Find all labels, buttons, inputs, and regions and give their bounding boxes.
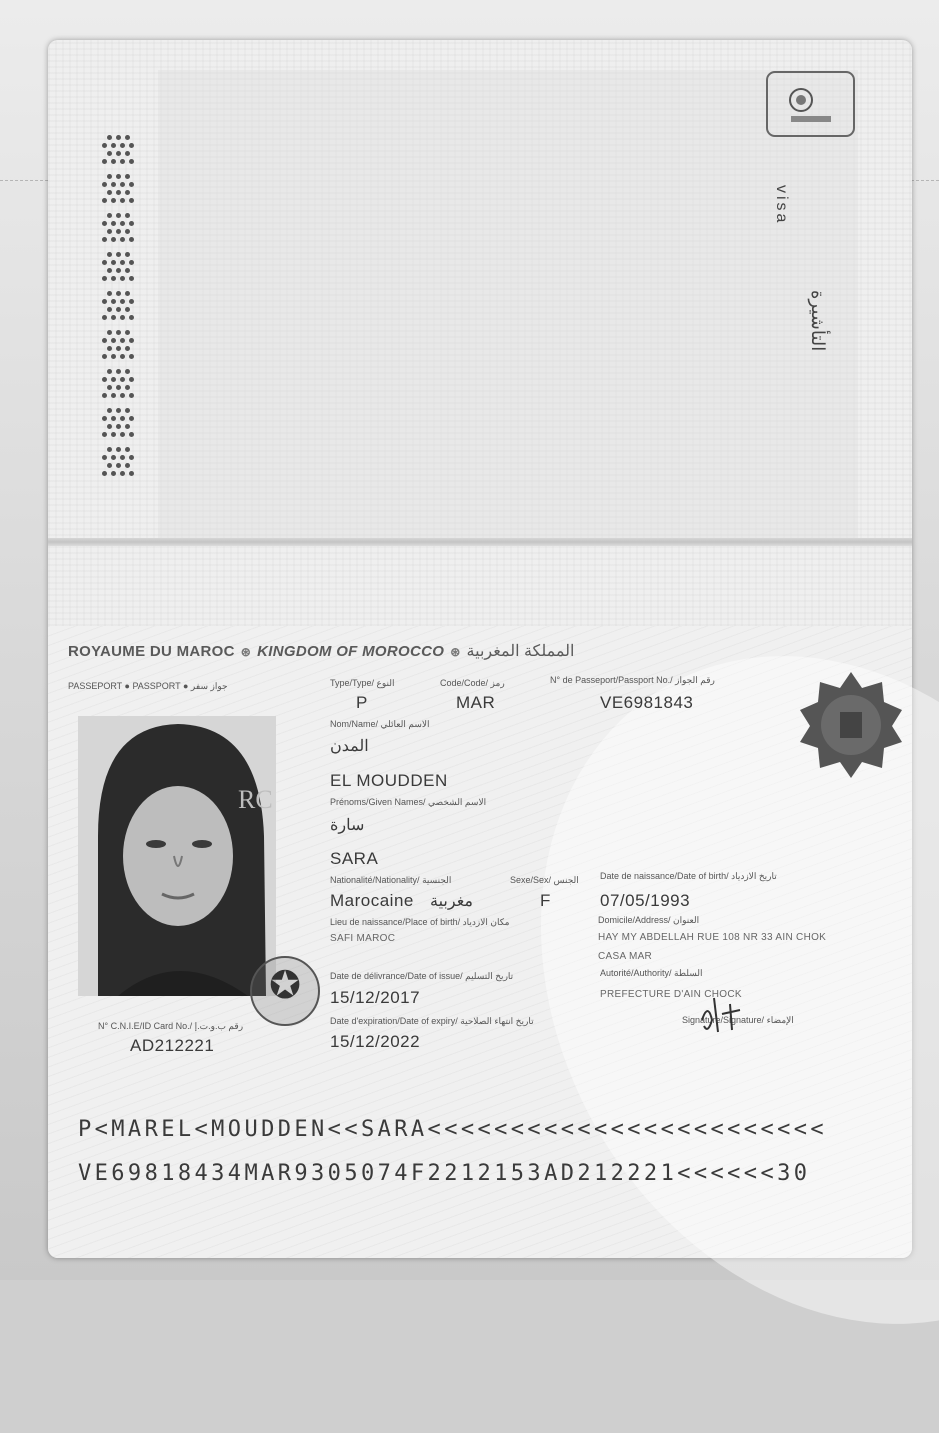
perforation-dot: [120, 338, 125, 343]
perforation-dot: [111, 260, 116, 265]
header-ar: المملكة المغربية: [466, 643, 575, 660]
perforation-dot: [111, 393, 116, 398]
perforation-dot: [107, 346, 112, 351]
perforation-row: [88, 276, 148, 281]
perforation-dot: [102, 377, 107, 382]
perforation-dot: [120, 416, 125, 421]
perforation-dot: [116, 190, 121, 195]
perforation-dot: [125, 330, 130, 335]
perforation-row: [88, 252, 148, 257]
perforation-dot: [111, 276, 116, 281]
visa-panel: [158, 70, 858, 540]
perforation-dot: [129, 416, 134, 421]
surname-ar-value: المدن: [330, 738, 369, 755]
perforation-row: [88, 385, 148, 390]
separator-icon: ⊛: [450, 645, 461, 659]
perforation-dot: [116, 330, 121, 335]
perforation-dot: [120, 182, 125, 187]
dob-label: Date de naissance/Date of birth/ تاريخ الازدياد: [600, 871, 777, 881]
perforation-dot: [125, 135, 130, 140]
perforation-row: [88, 190, 148, 195]
perforation-dot: [125, 307, 130, 312]
perforation-dot: [107, 229, 112, 234]
perforation-dot: [120, 276, 125, 281]
perforation-dot: [129, 159, 134, 164]
perforation-dot: [116, 463, 121, 468]
perforation-dot: [102, 276, 107, 281]
perforation-row: [88, 135, 148, 140]
perforation-dot: [129, 237, 134, 242]
perforation-dot: [107, 369, 112, 374]
dob-value: 07/05/1993: [600, 891, 691, 910]
perforation-dot: [107, 385, 112, 390]
cnie-label: N° C.N.I.E/ID Card No./ رقم ب.و.ت.إ: [98, 1021, 244, 1031]
perforation-dot: [116, 424, 121, 429]
crown-emblem-icon: [763, 68, 858, 140]
perforation-dot: [116, 307, 121, 312]
perforation-row: [88, 143, 148, 148]
authority-value: PREFECTURE D'AIN CHOCK: [600, 989, 742, 1000]
perforation-dot: [125, 229, 130, 234]
signature-label: Signature/Signature/ الإمضاء: [682, 1015, 794, 1025]
perforation-dot: [120, 299, 125, 304]
perforation-dot: [107, 190, 112, 195]
perforation-dot: [129, 143, 134, 148]
perforation-dot: [120, 455, 125, 460]
perforation-dot: [116, 135, 121, 140]
mrz-line-2: VE69818434MAR9305074F2212153AD212221<<<<<<30: [78, 1161, 811, 1186]
perforation-dot: [111, 237, 116, 242]
visa-label-en: visa: [773, 185, 790, 226]
perforation-dot: [107, 307, 112, 312]
country-header: [68, 641, 575, 661]
perforation-dot: [111, 432, 116, 437]
perforation-dot: [102, 299, 107, 304]
surname-value: EL MOUDDEN: [330, 771, 448, 790]
perforation-dot: [120, 198, 125, 203]
perforation-dot: [111, 455, 116, 460]
given-names-label: Prénoms/Given Names/ الاسم الشخصي: [330, 797, 487, 807]
address-line2: CASA MAR: [598, 951, 653, 962]
holder-photo: [78, 716, 276, 996]
perforation-row: [88, 354, 148, 359]
perforation-dot: [120, 159, 125, 164]
perforation-dot: [107, 291, 112, 296]
perforation-row: [88, 315, 148, 320]
perforation-dot: [125, 385, 130, 390]
perforation-dot: [125, 463, 130, 468]
perforation-dot: [125, 369, 130, 374]
perforation-dot: [120, 221, 125, 226]
pob-value: SAFI MAROC: [330, 933, 396, 944]
perforation-row: [88, 229, 148, 234]
perforation-dot: [102, 471, 107, 476]
perforation-row: [88, 455, 148, 460]
perforation-row: [88, 213, 148, 218]
given-value: SARA: [330, 849, 379, 868]
perforation-dot: [116, 229, 121, 234]
perforation-row: [88, 198, 148, 203]
perforation-dot: [125, 213, 130, 218]
perforation-dot: [102, 159, 107, 164]
perforation-row: [88, 432, 148, 437]
page-fold: [48, 538, 912, 546]
sex-label: Sexe/Sex/ الجنس: [510, 875, 579, 885]
code-value: MAR: [456, 693, 496, 712]
perforation-dot: [120, 393, 125, 398]
perforation-dot: [116, 268, 121, 273]
perforation-row: [88, 471, 148, 476]
perforation-dot: [116, 447, 121, 452]
perforation-row: [88, 393, 148, 398]
visa-label-ar: التأشيرة: [808, 290, 828, 352]
surname-label: Nom/Name/ الاسم العائلي: [330, 719, 430, 729]
perforation-dot: [102, 315, 107, 320]
perforation-dot: [102, 198, 107, 203]
perforation-dot: [111, 198, 116, 203]
perforation-dot: [116, 213, 121, 218]
perforation-dot: [107, 330, 112, 335]
perforation-dot: [111, 338, 116, 343]
portrait-image: [78, 716, 276, 996]
perforation-row: [88, 377, 148, 382]
perforation-dot: [125, 252, 130, 257]
perforation-row: [88, 299, 148, 304]
perforation-dot: [111, 377, 116, 382]
perforation-row: [88, 174, 148, 179]
perforation-row: [88, 338, 148, 343]
perforation-dot: [125, 190, 130, 195]
security-seal-icon: [796, 670, 906, 780]
perforation-row: [88, 260, 148, 265]
perforation-dot: [102, 455, 107, 460]
perforation-dot: [129, 221, 134, 226]
perforation-dot: [129, 432, 134, 437]
perforation-row: [88, 447, 148, 452]
perforation-dot: [107, 447, 112, 452]
passport-no-value: VE6981843: [600, 693, 694, 712]
perforation-dot: [111, 354, 116, 359]
perforation-dot: [107, 151, 112, 156]
perforation-dot: [116, 151, 121, 156]
expiry-date-value: 15/12/2022: [330, 1032, 421, 1051]
perforation-row: [88, 424, 148, 429]
svg-text:RC: RC: [238, 785, 273, 814]
mrz-line-1: P<MAREL<MOUDDEN<<SARA<<<<<<<<<<<<<<<<<<<<<<<<: [78, 1117, 828, 1142]
passport-label: PASSEPORT ● PASSPORT ● جواز سفر: [68, 681, 228, 691]
perforation-dot: [116, 252, 121, 257]
perforation-dot: [120, 377, 125, 382]
perforation-dot: [120, 432, 125, 437]
perforation-dot: [107, 213, 112, 218]
perforation-dot: [129, 260, 134, 265]
perforation-dot: [125, 424, 130, 429]
perforation-dot: [129, 315, 134, 320]
given-ar-value: سارة: [330, 817, 365, 834]
perforation-row: [88, 416, 148, 421]
perforation-dot: [111, 416, 116, 421]
perforation-row: [88, 221, 148, 226]
perforation-dot: [102, 143, 107, 148]
perforation-row: [88, 346, 148, 351]
perforation-dot: [120, 471, 125, 476]
perforation-dot: [111, 471, 116, 476]
perforation-dot: [129, 198, 134, 203]
perforation-dot: [120, 143, 125, 148]
perforation-dot: [107, 424, 112, 429]
perforation-dot: [125, 346, 130, 351]
perforation-dot: [116, 291, 121, 296]
address-label: Domicile/Address/ العنوان: [598, 915, 700, 925]
perforation-dot: [102, 237, 107, 242]
perforation-dot: [111, 221, 116, 226]
perforation-dot: [129, 377, 134, 382]
perforation-dot: [120, 315, 125, 320]
perforation-dot: [125, 268, 130, 273]
perforation-dot: [120, 237, 125, 242]
perforation-dot: [129, 354, 134, 359]
perforation-dot: [116, 408, 121, 413]
header-en: KINGDOM OF MOROCCO: [257, 643, 445, 660]
passport-no-label: N° de Passeport/Passport No./ رقم الجواز: [550, 675, 715, 685]
perforation-dot: [116, 385, 121, 390]
expiry-date-label: Date d'expiration/Date of expiry/ تاريخ انتهاء الصلاحية: [330, 1016, 534, 1026]
perforation-row: [88, 463, 148, 468]
perforation-dot: [107, 408, 112, 413]
perforation-dot: [125, 408, 130, 413]
perforation-dot: [107, 463, 112, 468]
type-label: Type/Type/ النوع: [330, 678, 395, 688]
perforation-dot: [116, 174, 121, 179]
perforation-dot: [129, 276, 134, 281]
perforation-dot: [102, 338, 107, 343]
issue-date-label: Date de délivrance/Date of issue/ تاريخ التسليم: [330, 971, 514, 981]
perforation-dot: [125, 151, 130, 156]
address-line1: HAY MY ABDELLAH RUE 108 NR 33 AIN CHOK: [598, 932, 827, 943]
perforation-dot: [102, 182, 107, 187]
sex-value: F: [540, 891, 551, 910]
perforation-dot: [107, 252, 112, 257]
perforation-dot: [116, 346, 121, 351]
code-label: Code/Code/ رمز: [440, 678, 505, 688]
perforation-dot: [107, 135, 112, 140]
perforation-dot: [107, 268, 112, 273]
perforation-dot: [107, 174, 112, 179]
perforation-dot: [129, 338, 134, 343]
issue-date-value: 15/12/2017: [330, 988, 421, 1007]
perforation-row: [88, 307, 148, 312]
perforation-row: [88, 268, 148, 273]
perforation-row: [88, 330, 148, 335]
perforation-dot: [129, 393, 134, 398]
header-fr: ROYAUME DU MAROC: [68, 643, 235, 660]
perforation-dot: [129, 299, 134, 304]
perforation-dot: [111, 182, 116, 187]
perforation-dot: [111, 143, 116, 148]
perforation-dot: [102, 354, 107, 359]
perforation-dot: [120, 354, 125, 359]
perforation-row: [88, 408, 148, 413]
perforation-dot: [102, 393, 107, 398]
perforation-dot: [120, 260, 125, 265]
serial-perforation: [88, 135, 148, 565]
perforation-dot: [111, 315, 116, 320]
pob-label: Lieu de naissance/Place of birth/ مكان الازدياد: [330, 917, 510, 927]
perforation-row: [88, 151, 148, 156]
perforation-dot: [111, 299, 116, 304]
cnie-value: AD212221: [130, 1036, 215, 1055]
perforation-row: [88, 159, 148, 164]
perforation-dot: [129, 471, 134, 476]
perforation-dot: [116, 369, 121, 374]
perforation-dot: [129, 455, 134, 460]
perforation-dot: [111, 159, 116, 164]
perforation-dot: [102, 416, 107, 421]
perforation-dot: [102, 221, 107, 226]
nationality-value: Marocaine: [330, 891, 414, 910]
perforation-row: [88, 182, 148, 187]
nationality-ar-value: مغربية: [430, 893, 473, 910]
perforation-dot: [129, 182, 134, 187]
perforation-row: [88, 369, 148, 374]
handwritten-signature: [692, 990, 752, 1040]
perforation-row: [88, 237, 148, 242]
perforation-dot: [125, 447, 130, 452]
nationality-label: Nationalité/Nationality/ الجنسية: [330, 875, 452, 885]
perforation-dot: [102, 432, 107, 437]
perforation-dot: [125, 174, 130, 179]
separator-icon: ⊛: [240, 645, 252, 659]
type-value: P: [356, 693, 368, 712]
perforation-dot: [102, 260, 107, 265]
perforation-dot: [125, 291, 130, 296]
star-stamp-icon: ✪: [250, 956, 320, 1026]
authority-label: Autorité/Authority/ السلطة: [600, 968, 703, 978]
perforation-row: [88, 291, 148, 296]
